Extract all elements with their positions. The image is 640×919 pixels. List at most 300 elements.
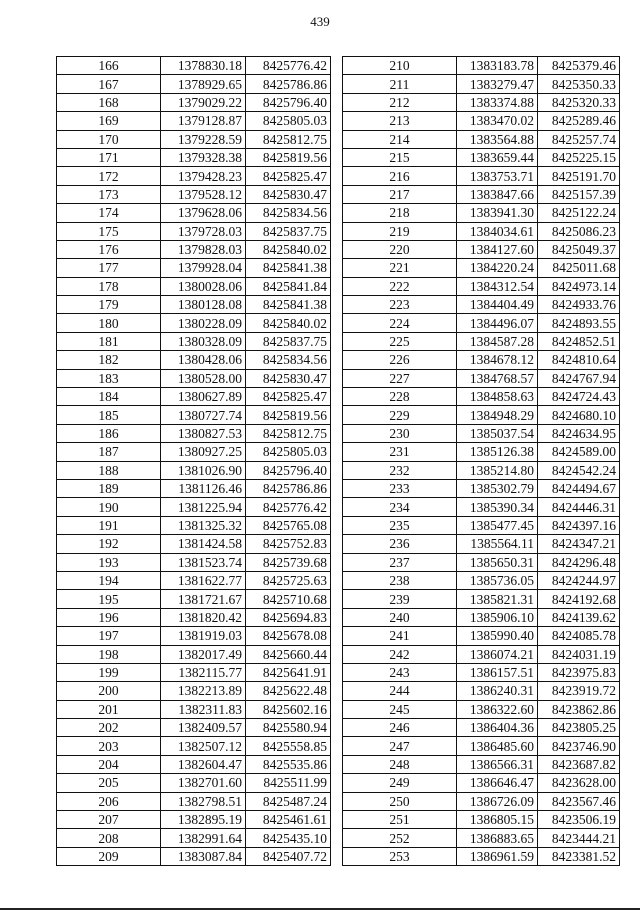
point-number-cell: 188 bbox=[57, 461, 161, 479]
y-coordinate-cell: 8425739.68 bbox=[246, 553, 331, 571]
y-coordinate-cell: 8425435.10 bbox=[246, 829, 331, 847]
table-row bbox=[57, 388, 331, 406]
y-coordinate-cell: 8425837.75 bbox=[246, 222, 331, 240]
table-row bbox=[343, 93, 620, 111]
point-number-cell: 228 bbox=[343, 388, 457, 406]
x-coordinate-cell: 1380727.74 bbox=[161, 406, 246, 424]
y-coordinate-cell: 8424724.43 bbox=[538, 388, 620, 406]
y-coordinate-cell: 8424542.24 bbox=[538, 461, 620, 479]
point-number-cell: 200 bbox=[57, 682, 161, 700]
point-number-cell: 253 bbox=[343, 847, 457, 865]
table-row bbox=[57, 424, 331, 442]
y-coordinate-cell: 8424397.16 bbox=[538, 516, 620, 534]
point-number-cell: 243 bbox=[343, 663, 457, 681]
point-number-cell: 225 bbox=[343, 332, 457, 350]
x-coordinate-cell: 1384948.29 bbox=[457, 406, 538, 424]
x-coordinate-cell: 1384678.12 bbox=[457, 351, 538, 369]
y-coordinate-cell: 8425841.38 bbox=[246, 259, 331, 277]
x-coordinate-cell: 1381919.03 bbox=[161, 627, 246, 645]
point-number-cell: 244 bbox=[343, 682, 457, 700]
point-number-cell: 171 bbox=[57, 148, 161, 166]
table-row bbox=[343, 296, 620, 314]
y-coordinate-cell: 8425812.75 bbox=[246, 130, 331, 148]
y-coordinate-cell: 8425841.84 bbox=[246, 277, 331, 295]
x-coordinate-cell: 1379029.22 bbox=[161, 93, 246, 111]
point-number-cell: 224 bbox=[343, 314, 457, 332]
point-number-cell: 248 bbox=[343, 755, 457, 773]
y-coordinate-cell: 8425840.02 bbox=[246, 314, 331, 332]
y-coordinate-cell: 8425694.83 bbox=[246, 608, 331, 626]
y-coordinate-cell: 8425580.94 bbox=[246, 719, 331, 737]
point-number-cell: 195 bbox=[57, 590, 161, 608]
point-number-cell: 197 bbox=[57, 627, 161, 645]
table-row bbox=[57, 590, 331, 608]
point-number-cell: 213 bbox=[343, 112, 457, 130]
point-number-cell: 221 bbox=[343, 259, 457, 277]
point-number-cell: 217 bbox=[343, 185, 457, 203]
point-number-cell: 211 bbox=[343, 75, 457, 93]
x-coordinate-cell: 1378830.18 bbox=[161, 57, 246, 75]
y-coordinate-cell: 8425796.40 bbox=[246, 461, 331, 479]
x-coordinate-cell: 1381622.77 bbox=[161, 571, 246, 589]
table-row bbox=[343, 627, 620, 645]
point-number-cell: 219 bbox=[343, 222, 457, 240]
table-row bbox=[57, 204, 331, 222]
table-row bbox=[343, 351, 620, 369]
table-row bbox=[343, 148, 620, 166]
point-number-cell: 236 bbox=[343, 535, 457, 553]
point-number-cell: 226 bbox=[343, 351, 457, 369]
point-number-cell: 198 bbox=[57, 645, 161, 663]
table-row bbox=[343, 369, 620, 387]
point-number-cell: 184 bbox=[57, 388, 161, 406]
y-coordinate-cell: 8425678.08 bbox=[246, 627, 331, 645]
table-row bbox=[57, 479, 331, 497]
point-number-cell: 246 bbox=[343, 719, 457, 737]
x-coordinate-cell: 1380328.09 bbox=[161, 332, 246, 350]
x-coordinate-cell: 1382507.12 bbox=[161, 737, 246, 755]
table-row bbox=[343, 259, 620, 277]
y-coordinate-cell: 8425805.03 bbox=[246, 443, 331, 461]
y-coordinate-cell: 8425622.48 bbox=[246, 682, 331, 700]
table-row bbox=[343, 424, 620, 442]
table-row bbox=[343, 277, 620, 295]
table-row bbox=[57, 314, 331, 332]
x-coordinate-cell: 1386566.31 bbox=[457, 755, 538, 773]
x-coordinate-cell: 1386485.60 bbox=[457, 737, 538, 755]
table-row bbox=[57, 130, 331, 148]
point-number-cell: 166 bbox=[57, 57, 161, 75]
x-coordinate-cell: 1385821.31 bbox=[457, 590, 538, 608]
page-number: 439 bbox=[310, 14, 330, 29]
table-row bbox=[343, 719, 620, 737]
x-coordinate-cell: 1379428.23 bbox=[161, 167, 246, 185]
y-coordinate-cell: 8425765.08 bbox=[246, 516, 331, 534]
x-coordinate-cell: 1385906.10 bbox=[457, 608, 538, 626]
y-coordinate-cell: 8425049.37 bbox=[538, 240, 620, 258]
point-number-cell: 218 bbox=[343, 204, 457, 222]
table-row bbox=[57, 663, 331, 681]
x-coordinate-cell: 1385390.34 bbox=[457, 498, 538, 516]
y-coordinate-cell: 8425786.86 bbox=[246, 75, 331, 93]
y-coordinate-cell: 8425819.56 bbox=[246, 406, 331, 424]
table-row bbox=[57, 222, 331, 240]
point-number-cell: 207 bbox=[57, 811, 161, 829]
table-row bbox=[343, 406, 620, 424]
point-number-cell: 167 bbox=[57, 75, 161, 93]
table-row bbox=[343, 443, 620, 461]
point-number-cell: 232 bbox=[343, 461, 457, 479]
x-coordinate-cell: 1385650.31 bbox=[457, 553, 538, 571]
point-number-cell: 172 bbox=[57, 167, 161, 185]
point-number-cell: 249 bbox=[343, 774, 457, 792]
x-coordinate-cell: 1382991.64 bbox=[161, 829, 246, 847]
point-number-cell: 181 bbox=[57, 332, 161, 350]
table-row bbox=[57, 75, 331, 93]
table-row bbox=[343, 792, 620, 810]
x-coordinate-cell: 1382604.47 bbox=[161, 755, 246, 773]
table-row bbox=[343, 535, 620, 553]
point-number-cell: 170 bbox=[57, 130, 161, 148]
point-number-cell: 199 bbox=[57, 663, 161, 681]
point-number-cell: 247 bbox=[343, 737, 457, 755]
x-coordinate-cell: 1379728.03 bbox=[161, 222, 246, 240]
x-coordinate-cell: 1382409.57 bbox=[161, 719, 246, 737]
point-number-cell: 222 bbox=[343, 277, 457, 295]
point-number-cell: 223 bbox=[343, 296, 457, 314]
x-coordinate-cell: 1383564.88 bbox=[457, 130, 538, 148]
point-number-cell: 169 bbox=[57, 112, 161, 130]
y-coordinate-cell: 8424893.55 bbox=[538, 314, 620, 332]
coordinates-table-left bbox=[56, 56, 331, 866]
y-coordinate-cell: 8425812.75 bbox=[246, 424, 331, 442]
table-row bbox=[343, 185, 620, 203]
y-coordinate-cell: 8425786.86 bbox=[246, 479, 331, 497]
y-coordinate-cell: 8425840.02 bbox=[246, 240, 331, 258]
y-coordinate-cell: 8425825.47 bbox=[246, 167, 331, 185]
x-coordinate-cell: 1380428.06 bbox=[161, 351, 246, 369]
y-coordinate-cell: 8424680.10 bbox=[538, 406, 620, 424]
y-coordinate-cell: 8425830.47 bbox=[246, 185, 331, 203]
table-row bbox=[343, 167, 620, 185]
x-coordinate-cell: 1386322.60 bbox=[457, 700, 538, 718]
point-number-cell: 212 bbox=[343, 93, 457, 111]
table-row bbox=[57, 553, 331, 571]
x-coordinate-cell: 1383470.02 bbox=[457, 112, 538, 130]
point-number-cell: 229 bbox=[343, 406, 457, 424]
y-coordinate-cell: 8425558.85 bbox=[246, 737, 331, 755]
point-number-cell: 204 bbox=[57, 755, 161, 773]
x-coordinate-cell: 1385564.11 bbox=[457, 535, 538, 553]
x-coordinate-cell: 1385477.45 bbox=[457, 516, 538, 534]
table-row bbox=[57, 847, 331, 865]
y-coordinate-cell: 8424589.00 bbox=[538, 443, 620, 461]
x-coordinate-cell: 1386404.36 bbox=[457, 719, 538, 737]
point-number-cell: 193 bbox=[57, 553, 161, 571]
point-number-cell: 168 bbox=[57, 93, 161, 111]
table-row bbox=[57, 57, 331, 75]
x-coordinate-cell: 1386157.51 bbox=[457, 663, 538, 681]
table-row bbox=[57, 608, 331, 626]
x-coordinate-cell: 1384034.61 bbox=[457, 222, 538, 240]
point-number-cell: 234 bbox=[343, 498, 457, 516]
table-row bbox=[343, 700, 620, 718]
x-coordinate-cell: 1386805.15 bbox=[457, 811, 538, 829]
table-row bbox=[57, 112, 331, 130]
y-coordinate-cell: 8425379.46 bbox=[538, 57, 620, 75]
table-row bbox=[57, 774, 331, 792]
x-coordinate-cell: 1380927.25 bbox=[161, 443, 246, 461]
x-coordinate-cell: 1381225.94 bbox=[161, 498, 246, 516]
table-row bbox=[343, 811, 620, 829]
table-row bbox=[343, 774, 620, 792]
point-number-cell: 216 bbox=[343, 167, 457, 185]
y-coordinate-cell: 8424347.21 bbox=[538, 535, 620, 553]
point-number-cell: 173 bbox=[57, 185, 161, 203]
table-row bbox=[57, 461, 331, 479]
bottom-rule bbox=[0, 908, 640, 910]
point-number-cell: 230 bbox=[343, 424, 457, 442]
x-coordinate-cell: 1379228.59 bbox=[161, 130, 246, 148]
x-coordinate-cell: 1386961.59 bbox=[457, 847, 538, 865]
table-row bbox=[343, 571, 620, 589]
point-number-cell: 179 bbox=[57, 296, 161, 314]
table-row bbox=[57, 277, 331, 295]
y-coordinate-cell: 8424296.48 bbox=[538, 553, 620, 571]
x-coordinate-cell: 1381721.67 bbox=[161, 590, 246, 608]
point-number-cell: 178 bbox=[57, 277, 161, 295]
point-number-cell: 241 bbox=[343, 627, 457, 645]
table-row bbox=[57, 700, 331, 718]
table-row bbox=[343, 112, 620, 130]
point-number-cell: 202 bbox=[57, 719, 161, 737]
y-coordinate-cell: 8425641.91 bbox=[246, 663, 331, 681]
point-number-cell: 239 bbox=[343, 590, 457, 608]
y-coordinate-cell: 8424085.78 bbox=[538, 627, 620, 645]
y-coordinate-cell: 8423381.52 bbox=[538, 847, 620, 865]
y-coordinate-cell: 8425350.33 bbox=[538, 75, 620, 93]
table-row bbox=[343, 590, 620, 608]
x-coordinate-cell: 1379528.12 bbox=[161, 185, 246, 203]
y-coordinate-cell: 8425825.47 bbox=[246, 388, 331, 406]
table-row bbox=[343, 479, 620, 497]
table-row bbox=[343, 682, 620, 700]
table-row bbox=[57, 296, 331, 314]
table-row bbox=[343, 75, 620, 93]
table-row bbox=[57, 148, 331, 166]
table-row bbox=[343, 130, 620, 148]
y-coordinate-cell: 8424139.62 bbox=[538, 608, 620, 626]
x-coordinate-cell: 1386240.31 bbox=[457, 682, 538, 700]
y-coordinate-cell: 8425725.63 bbox=[246, 571, 331, 589]
point-number-cell: 196 bbox=[57, 608, 161, 626]
point-number-cell: 209 bbox=[57, 847, 161, 865]
table-row bbox=[57, 240, 331, 258]
y-coordinate-cell: 8425602.16 bbox=[246, 700, 331, 718]
point-number-cell: 191 bbox=[57, 516, 161, 534]
point-number-cell: 215 bbox=[343, 148, 457, 166]
table-row bbox=[57, 185, 331, 203]
y-coordinate-cell: 8425841.38 bbox=[246, 296, 331, 314]
point-number-cell: 186 bbox=[57, 424, 161, 442]
point-number-cell: 201 bbox=[57, 700, 161, 718]
y-coordinate-cell: 8423746.90 bbox=[538, 737, 620, 755]
y-coordinate-cell: 8425830.47 bbox=[246, 369, 331, 387]
point-number-cell: 190 bbox=[57, 498, 161, 516]
y-coordinate-cell: 8425320.33 bbox=[538, 93, 620, 111]
y-coordinate-cell: 8423567.46 bbox=[538, 792, 620, 810]
x-coordinate-cell: 1384858.63 bbox=[457, 388, 538, 406]
x-coordinate-cell: 1385302.79 bbox=[457, 479, 538, 497]
point-number-cell: 174 bbox=[57, 204, 161, 222]
y-coordinate-cell: 8423444.21 bbox=[538, 829, 620, 847]
table-row bbox=[343, 498, 620, 516]
point-number-cell: 233 bbox=[343, 479, 457, 497]
x-coordinate-cell: 1386646.47 bbox=[457, 774, 538, 792]
table-row bbox=[343, 553, 620, 571]
point-number-cell: 189 bbox=[57, 479, 161, 497]
point-number-cell: 227 bbox=[343, 369, 457, 387]
point-number-cell: 206 bbox=[57, 792, 161, 810]
coordinates-table-right bbox=[342, 56, 620, 866]
x-coordinate-cell: 1383941.30 bbox=[457, 204, 538, 222]
x-coordinate-cell: 1383279.47 bbox=[457, 75, 538, 93]
x-coordinate-cell: 1384404.49 bbox=[457, 296, 538, 314]
y-coordinate-cell: 8425776.42 bbox=[246, 498, 331, 516]
x-coordinate-cell: 1382115.77 bbox=[161, 663, 246, 681]
point-number-cell: 250 bbox=[343, 792, 457, 810]
point-number-cell: 235 bbox=[343, 516, 457, 534]
point-number-cell: 177 bbox=[57, 259, 161, 277]
table-row bbox=[343, 516, 620, 534]
x-coordinate-cell: 1380827.53 bbox=[161, 424, 246, 442]
y-coordinate-cell: 8425157.39 bbox=[538, 185, 620, 203]
y-coordinate-cell: 8425776.42 bbox=[246, 57, 331, 75]
point-number-cell: 176 bbox=[57, 240, 161, 258]
table-row bbox=[57, 645, 331, 663]
y-coordinate-cell: 8425752.83 bbox=[246, 535, 331, 553]
y-coordinate-cell: 8424810.64 bbox=[538, 351, 620, 369]
x-coordinate-cell: 1382311.83 bbox=[161, 700, 246, 718]
y-coordinate-cell: 8425086.23 bbox=[538, 222, 620, 240]
x-coordinate-cell: 1380528.00 bbox=[161, 369, 246, 387]
y-coordinate-cell: 8425796.40 bbox=[246, 93, 331, 111]
y-coordinate-cell: 8425710.68 bbox=[246, 590, 331, 608]
y-coordinate-cell: 8425191.70 bbox=[538, 167, 620, 185]
table-row bbox=[343, 388, 620, 406]
y-coordinate-cell: 8423687.82 bbox=[538, 755, 620, 773]
x-coordinate-cell: 1379928.04 bbox=[161, 259, 246, 277]
y-coordinate-cell: 8425834.56 bbox=[246, 351, 331, 369]
point-number-cell: 245 bbox=[343, 700, 457, 718]
point-number-cell: 182 bbox=[57, 351, 161, 369]
y-coordinate-cell: 8424852.51 bbox=[538, 332, 620, 350]
x-coordinate-cell: 1385990.40 bbox=[457, 627, 538, 645]
x-coordinate-cell: 1383087.84 bbox=[161, 847, 246, 865]
point-number-cell: 242 bbox=[343, 645, 457, 663]
table-row bbox=[57, 792, 331, 810]
table-row bbox=[57, 719, 331, 737]
y-coordinate-cell: 8425011.68 bbox=[538, 259, 620, 277]
y-coordinate-cell: 8425535.86 bbox=[246, 755, 331, 773]
table-row bbox=[57, 627, 331, 645]
x-coordinate-cell: 1382895.19 bbox=[161, 811, 246, 829]
x-coordinate-cell: 1385126.38 bbox=[457, 443, 538, 461]
table-row bbox=[57, 829, 331, 847]
x-coordinate-cell: 1381820.42 bbox=[161, 608, 246, 626]
x-coordinate-cell: 1382213.89 bbox=[161, 682, 246, 700]
point-number-cell: 183 bbox=[57, 369, 161, 387]
y-coordinate-cell: 8423975.83 bbox=[538, 663, 620, 681]
y-coordinate-cell: 8423506.19 bbox=[538, 811, 620, 829]
y-coordinate-cell: 8425511.99 bbox=[246, 774, 331, 792]
x-coordinate-cell: 1386883.65 bbox=[457, 829, 538, 847]
y-coordinate-cell: 8424192.68 bbox=[538, 590, 620, 608]
table-row bbox=[57, 406, 331, 424]
x-coordinate-cell: 1384496.07 bbox=[457, 314, 538, 332]
y-coordinate-cell: 8424494.67 bbox=[538, 479, 620, 497]
x-coordinate-cell: 1383753.71 bbox=[457, 167, 538, 185]
y-coordinate-cell: 8425837.75 bbox=[246, 332, 331, 350]
table-row bbox=[57, 811, 331, 829]
x-coordinate-cell: 1385736.05 bbox=[457, 571, 538, 589]
table-row bbox=[343, 737, 620, 755]
point-number-cell: 208 bbox=[57, 829, 161, 847]
table-row bbox=[57, 737, 331, 755]
table-row bbox=[343, 222, 620, 240]
table-row bbox=[343, 755, 620, 773]
x-coordinate-cell: 1381523.74 bbox=[161, 553, 246, 571]
table-row bbox=[343, 663, 620, 681]
x-coordinate-cell: 1385037.54 bbox=[457, 424, 538, 442]
table-row bbox=[343, 608, 620, 626]
x-coordinate-cell: 1386726.09 bbox=[457, 792, 538, 810]
x-coordinate-cell: 1380228.09 bbox=[161, 314, 246, 332]
table-row bbox=[343, 461, 620, 479]
x-coordinate-cell: 1378929.65 bbox=[161, 75, 246, 93]
x-coordinate-cell: 1379328.38 bbox=[161, 148, 246, 166]
y-coordinate-cell: 8425834.56 bbox=[246, 204, 331, 222]
table-row bbox=[57, 259, 331, 277]
table-row bbox=[57, 369, 331, 387]
y-coordinate-cell: 8425461.61 bbox=[246, 811, 331, 829]
y-coordinate-cell: 8423919.72 bbox=[538, 682, 620, 700]
table-row bbox=[343, 645, 620, 663]
point-number-cell: 231 bbox=[343, 443, 457, 461]
table-row bbox=[57, 516, 331, 534]
x-coordinate-cell: 1384127.60 bbox=[457, 240, 538, 258]
x-coordinate-cell: 1380028.06 bbox=[161, 277, 246, 295]
y-coordinate-cell: 8425407.72 bbox=[246, 847, 331, 865]
x-coordinate-cell: 1384312.54 bbox=[457, 277, 538, 295]
y-coordinate-cell: 8424973.14 bbox=[538, 277, 620, 295]
table-row bbox=[57, 443, 331, 461]
y-coordinate-cell: 8425122.24 bbox=[538, 204, 620, 222]
point-number-cell: 175 bbox=[57, 222, 161, 240]
x-coordinate-cell: 1382017.49 bbox=[161, 645, 246, 663]
y-coordinate-cell: 8424767.94 bbox=[538, 369, 620, 387]
y-coordinate-cell: 8423628.00 bbox=[538, 774, 620, 792]
x-coordinate-cell: 1381026.90 bbox=[161, 461, 246, 479]
y-coordinate-cell: 8425257.74 bbox=[538, 130, 620, 148]
table-row bbox=[57, 535, 331, 553]
point-number-cell: 180 bbox=[57, 314, 161, 332]
y-coordinate-cell: 8424244.97 bbox=[538, 571, 620, 589]
point-number-cell: 237 bbox=[343, 553, 457, 571]
y-coordinate-cell: 8424446.31 bbox=[538, 498, 620, 516]
point-number-cell: 203 bbox=[57, 737, 161, 755]
x-coordinate-cell: 1383659.44 bbox=[457, 148, 538, 166]
